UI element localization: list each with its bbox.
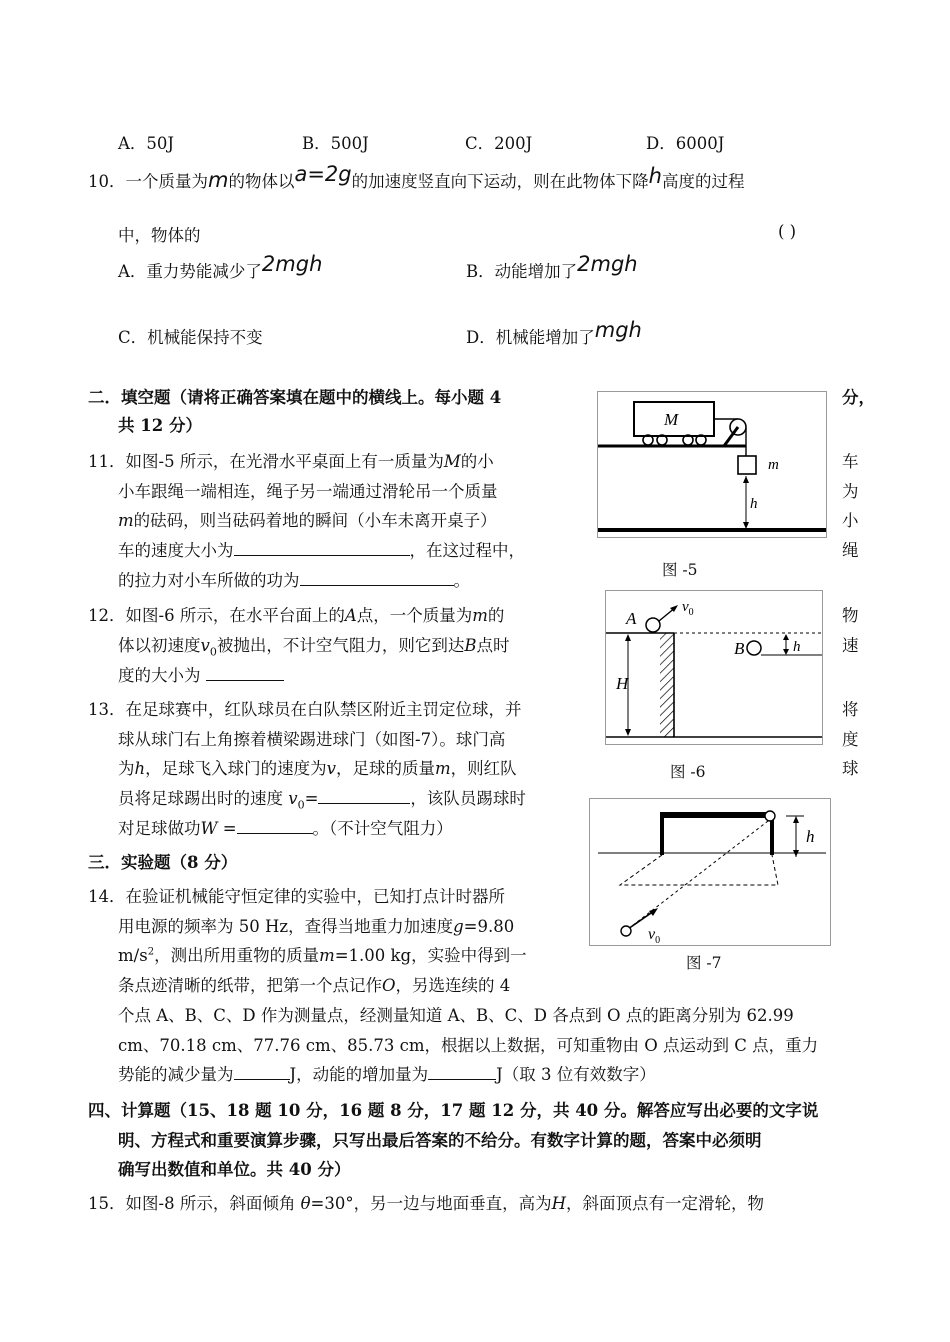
q11-line2-right: 为 [842, 482, 859, 501]
q9-option-d: D．6000J [646, 134, 725, 153]
q14-line7: 势能的减少量为 J，动能的增加量为 J（取 3 位有效数字） [118, 1065, 656, 1084]
q12-line1-right: 物 [842, 606, 859, 625]
q10-option-d: D．机械能增加了mgh [466, 318, 642, 347]
q14-line3: $m/s^2$，测出所用重物的质量m=1.00 kg，实验中得到一 [118, 946, 527, 965]
fig7-label-h: h [806, 827, 815, 846]
q14-line6: cm、70.18 cm、77.76 cm、85.73 cm，根据以上数据，可知重物由 O 点运动到 C 点，重力 [118, 1036, 819, 1055]
math-h: h [648, 164, 662, 188]
figure-6 [605, 590, 823, 745]
q13-line2: 球从球门右上角擦着横梁踢进球门（如图-7）。球门高 [118, 730, 506, 749]
section2-heading-tail: 分， [842, 388, 875, 407]
figure-7-caption: 图 -7 [686, 954, 722, 972]
answer-blank-q14-pe[interactable] [234, 1063, 290, 1080]
q11-line5: 的拉力对小车所做的功为 。 [118, 571, 470, 590]
q12-line2-right: 速 [842, 636, 859, 655]
section4-line3: 确写出数值和单位。共 40 分） [118, 1160, 351, 1179]
q13-line4: 员将足球踢出时的速度 $v_0=$ ，该队员踢球时 [118, 789, 526, 812]
section4-line2: 明、方程式和重要演算步骤，只写出最后答案的不给分。有数字计算的题，答案中必须明 [118, 1131, 762, 1150]
q13-line5: 对足球做功W = 。（不计空气阻力） [118, 819, 453, 838]
q12-line3: 度的大小为 [118, 662, 284, 686]
q10-option-a: A．重力势能减少了2mgh [118, 252, 323, 281]
q11-line1-right: 车 [842, 452, 859, 471]
fig6-label-v0: $v_0$ [682, 599, 694, 618]
q10-answer-paren: ( ) [778, 222, 797, 241]
q13-line3-right: 球 [842, 759, 859, 778]
fig6-label-B: B [734, 639, 745, 658]
q14-line2: 用电源的频率为 50 Hz，查得当地重力加速度g=9.80 [118, 917, 515, 936]
q11-line4-right: 绳 [842, 541, 859, 560]
figure-5 [597, 391, 827, 538]
figure-7 [589, 798, 831, 946]
q9-option-b: B．500J [302, 134, 369, 153]
section2-heading-line2: 共 12 分） [118, 416, 202, 435]
q11-line4: 车的速度大小为 ，在这过程中， [118, 541, 525, 560]
q9-option-a: A．50J [118, 134, 175, 153]
answer-blank-q11-speed[interactable] [234, 539, 410, 556]
q10-option-c: C．机械能保持不变 [118, 328, 263, 347]
figure-6-caption: 图 -6 [670, 763, 706, 781]
q12-line1: 12．如图-6 所示，在水平台面上的A点，一个质量为m的 [88, 606, 505, 625]
fig6-label-H: H [616, 674, 629, 693]
figure-5-caption: 图 -5 [662, 561, 698, 579]
section2-heading: 二．填空题（请将正确答案填在题中的横线上。每小题 4 [88, 388, 502, 407]
fig5-label-m: m [768, 457, 779, 473]
q13-line1-right: 将 [842, 700, 859, 719]
figure-7-drawing [590, 799, 830, 945]
q14-line4: 条点迹清晰的纸带，把第一个点记作O，另选连续的 4 [118, 976, 511, 995]
q13-line2-right: 度 [842, 730, 859, 749]
fig5-label-h: h [750, 496, 758, 512]
fig6-label-h: h [793, 639, 801, 655]
section4-line1: 四、计算题（15、18 题 10 分，16 题 8 分，17 题 12 分，共 40 分。解答应写出必要的文字说 [88, 1101, 819, 1120]
math-acceleration: a=2g [294, 162, 352, 186]
fig5-label-M: M [664, 410, 679, 429]
q10-line2: 中，物体的 [118, 226, 201, 245]
q10-option-b: B．动能增加了2mgh [466, 252, 638, 281]
math-m: m [208, 168, 229, 192]
q12-line2: 体以初速度$v_0$被抛出，不计空气阻力，则它到达B点时 [118, 636, 510, 659]
q13-line3: 为h，足球飞入球门的速度为v，足球的质量m，则红队 [118, 759, 517, 778]
fig6-label-A: A [626, 609, 637, 628]
figure-5-drawing [598, 392, 826, 537]
q11-line3: m的砝码，则当砝码着地的瞬间（小车未离开桌子） [118, 511, 497, 530]
q9-option-c: C．200J [465, 134, 533, 153]
q14-line5: 个点 A、B、C、D 作为测量点，经测量知道 A、B、C、D 各点到 O 点的距离分别为 62.99 [118, 1006, 794, 1025]
q11-line3-right: 小 [842, 511, 859, 530]
answer-blank-q13-v0[interactable] [318, 787, 410, 804]
answer-blank-q11-work[interactable] [300, 569, 454, 586]
answer-blank-q13-work[interactable] [237, 817, 313, 834]
section3-heading: 三．实验题（8 分） [88, 853, 238, 872]
answer-blank-q14-ke[interactable] [428, 1063, 496, 1080]
q13-line1: 13．在足球赛中，红队球员在白队禁区附近主罚定位球，并 [88, 700, 522, 719]
q10-stem: 10．一个质量为m的物体以a=2g的加速度竖直向下运动，则在此物体下降h高度的过程 [88, 162, 745, 192]
q15-line1: 15．如图-8 所示，斜面倾角 θ=30°，另一边与地面垂直，高为H，斜面顶点有一定滑轮，物 [88, 1194, 764, 1213]
figure-6-drawing [606, 591, 822, 744]
q10-number: 10． [88, 172, 126, 191]
q11-line2: 小车跟绳一端相连，绳子另一端通过滑轮吊一个质量 [118, 482, 498, 501]
answer-blank-q12-speed[interactable] [206, 664, 284, 681]
q11-line1: 11．如图-5 所示，在光滑水平桌面上有一质量为M的小 [88, 452, 494, 471]
q14-line1: 14．在验证机械能守恒定律的实验中，已知打点计时器所 [88, 887, 505, 906]
fig7-label-v0: $v_0$ [648, 926, 661, 945]
